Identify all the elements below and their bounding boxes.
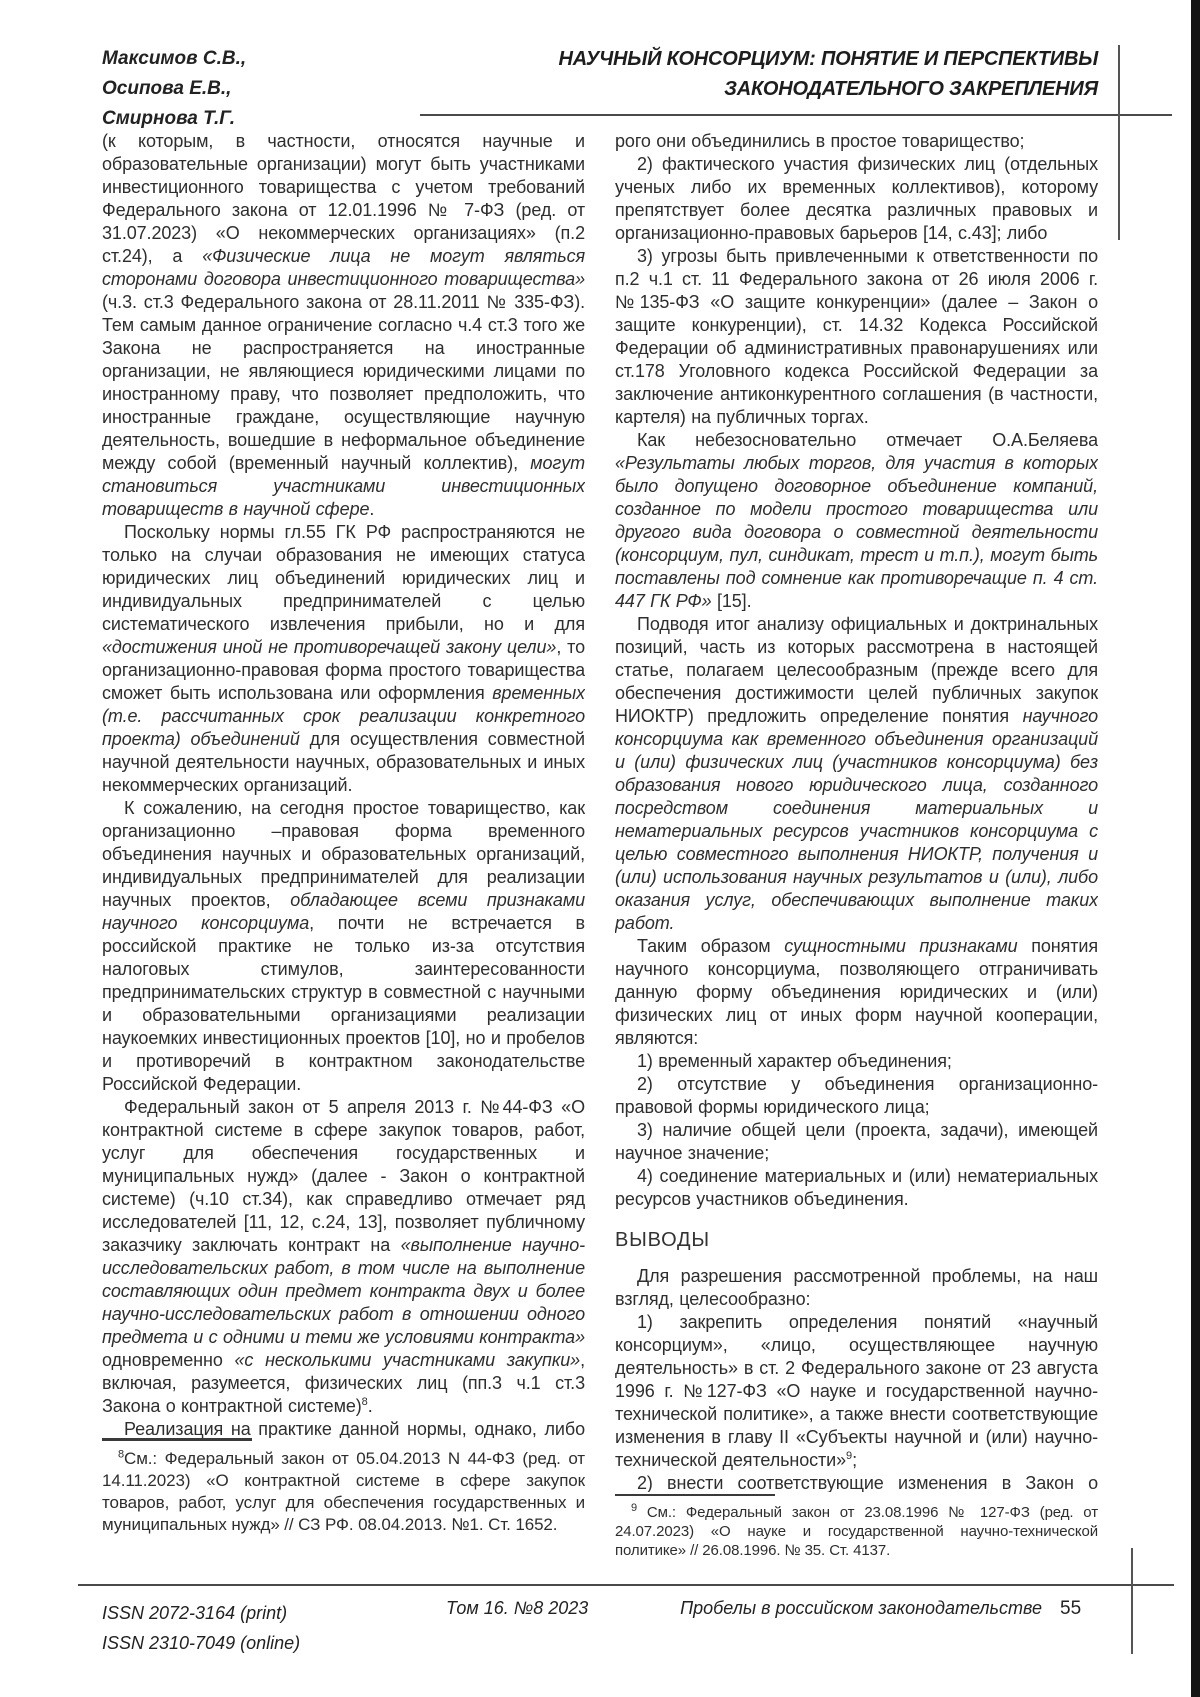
paragraph: 1) закрепить определения понятий «научный консорциум», «лицо, осуществляющее научную деятельность» в ст. 2 Федерального законе от 23 августа 1996 г. №127-ФЗ «О науке и государственной научно-технической политике», а также внести соответствующие изменения в главу II «Субъекты научной и (или) научно-технической деятельности»$^9$; [615, 1312, 1098, 1470]
footnote-separator-rule [615, 1494, 775, 1496]
layout-guide-line-top [1118, 45, 1120, 240]
paragraph: 4) соединение материальных и (или) нематериальных ресурсов участников объединения. [615, 1166, 1098, 1209]
right-column [615, 130, 1098, 1492]
paragraph: Для разрешения рассмотренной проблемы, на наш взгляд, целесообразно: [615, 1266, 1098, 1309]
paragraph: рого они объединились в простое товарищество; [615, 131, 1025, 151]
issn-online: ISSN 2310-7049 (online) [102, 1633, 301, 1653]
paragraph: Поскольку нормы гл.55 ГК РФ распространяются не только на случаи образования не имеющих статуса юридических лиц объединений юридических лиц и индивидуальных предпринимателей с целью систематического извлечения прибыли, но и для «достижения иной не противоречащей закону цели», то организационно-правовая форма простого товарищества сможет быть использована или оформления временных (т.е. рассчитанных срок реализации конкретного проекта) объединений для осуществления совместной научной деятельности научных, образовательных и иных некоммерческих организаций. [102, 522, 585, 795]
paragraph: 2) фактического участия физических лиц (отдельных ученых либо их временных коллективов), которому препятствует более десятка различных правовых и организационно-правовых барьеров [14, с.43]; либо [615, 154, 1098, 243]
volume-issue: Том 16. №8 2023 [446, 1598, 589, 1618]
scan-dark-edge [1191, 0, 1200, 1697]
footnote-text: $^9$ См.: Федеральный закон от 23.08.1996 № 127-ФЗ (ред. от 24.07.2023) «О науке и государственной научно-технической политике» // 26.08.1996. № 35. Ст. 4137. [615, 1502, 1098, 1559]
footnote-text: $^8$См.: Федеральный закон от 05.04.2013 N 44-ФЗ (ред. от 14.11.2023) «О контрактной системе в сфере закупок товаров, работ, услуг для обеспечения государственных и муниципальных нужд» // СЗ РФ. 08.04.2013. №1. Ст. 1652. [102, 1448, 585, 1534]
layout-guide-line-bottom [1131, 1548, 1133, 1654]
paragraph: К сожалению, на сегодня простое товарищество, как организационно –правовая форма временного объединения научных и образовательных организаций, индивидуальных предпринимателей для реализации научных проектов, обладающее всеми признаками научного консорциума, почти не встречается в российской практике не только из-за отсутствия налоговых стимулов, заинтересованности предпринимательских структур в совместной с научными и образовательными организациями реализации наукоемких инвестиционных проектов [10], но и пробелов и противоречий в контрактном законодательстве Российской Федерации. [102, 798, 585, 1094]
paragraph: 1) временный характер объединения; [637, 1051, 952, 1071]
header-rule [420, 114, 1172, 116]
article-title [398, 44, 1098, 104]
footnote-reference: 8 [361, 1396, 368, 1408]
footnote-separator-rule [102, 1438, 252, 1441]
footnote-9 [615, 1494, 1098, 1560]
left-column [102, 130, 585, 1438]
footnote-marker: 9 [631, 1502, 638, 1514]
footnote-reference: 9 [846, 1450, 853, 1462]
paragraph: Как небезосновательно отмечает О.А.Беляева «Результаты любых торгов, для участия в которых было допущено договорное объединение компаний, созданное по модели простого товарищества или другого вида договора о совместной деятельности (консорциум, пул, синдикат, трест и т.п.), могут быть поставлены под сомнение как противоречащие п. 4 ст. 447 ГК РФ» [15]. [615, 430, 1098, 611]
issn-block [102, 1598, 300, 1658]
paragraph: Таким образом сущностными признаками понятия научного консорциума, позволяющего отграничивать данную форму объединения юридических и (или) физических лиц от иных форм научной кооперации, являются: [615, 936, 1098, 1048]
author-list [102, 44, 402, 134]
page-number: 55 [1060, 1598, 1082, 1619]
footnote-marker: 8 [118, 1448, 125, 1461]
paragraph: 3) угрозы быть привлеченными к ответственности по п.2 ч.1 ст. 11 Федерального закона от 26 июля 2006 г. №135-ФЗ «О защите конкуренции» (далее – Закон о защите конкуренции), ст. 14.32 Кодекса Российской Федерации об административных правонарушениях или ст.178 Уголовного кодекса Российской Федерации за заключение антиконкурентного соглашения (в частности, картеля) на публичных торгах. [615, 246, 1098, 427]
author-name: Смирнова Т.Г. [102, 108, 236, 129]
footnote-8 [102, 1438, 585, 1536]
paragraph: Федеральный закон от 5 апреля 2013 г. №44-ФЗ «О контрактной системе в сфере закупок товаров, работ, услуг для обеспечения государственных и муниципальных нужд» (далее - Закон о контрактной системе) (ч.10 ст.34), как справедливо отмечает ряд исследователей [11, 12, с.24, 13], позволяет публичному заказчику заключать контракт на «выполнение научно-исследовательских работ, в том числе на выполнение составляющих один предмет контракта двух и более научно-исследовательских работ в отношении одного предмета и с одними и теми же условиями контракта» одновременно «с несколькими участниками закупки», включая, разумеется, физических лиц (пп.3 ч.1 ст.3 Закона о контрактной системе)$^8$. [102, 1097, 585, 1416]
article-title-line: ЗАКОНОДАТЕЛЬНОГО ЗАКРЕПЛЕНИЯ [724, 78, 1098, 100]
author-name: Максимов С.В., [102, 48, 247, 69]
paragraph: 3) наличие общей цели (проекта, задачи), имеющей научное значение; [615, 1120, 1098, 1163]
article-title-line: НАУЧНЫЙ КОНСОРЦИУМ: ПОНЯТИЕ И ПЕРСПЕКТИВЫ [558, 48, 1098, 70]
paragraph: 2) отсутствие у объединения организационно-правовой формы юридического лица; [615, 1074, 1098, 1117]
paragraph: (к которым, в частности, относятся научные и образовательные организации) могут быть участниками инвестиционного товарищества с учетом требований Федерального закона от 12.01.1996 № 7-ФЗ (ред. от 31.07.2023) «О некоммерческих организациях» (п.2 ст.24), а «Физические лица не могут являться сторонами договора инвестиционного товарищества» (ч.3. ст.3 Федерального закона от 28.11.2011 № 335-ФЗ). Тем самым данное ограничение согласно ч.4 ст.3 того же Закона не распространяется на иностранные организации, не являющиеся юридическими лицами по иностранному праву, что позволяет предположить, что иностранные граждане, осуществляющие научную деятельность, вошедшие в неформальное объединение между собой (временный научный коллектив), могут становиться участниками инвестиционных товариществ в научной сфере. [102, 131, 585, 519]
paragraph: 2) внести соответствующие изменения в Закон о [637, 1473, 1098, 1492]
footer-rule [78, 1584, 1174, 1586]
paragraph: Подводя итог анализу официальных и доктринальных позиций, часть из которых рассмотрена в настоящей статье, полагаем целесообразным (прежде всего для обеспечения достижимости целей публичных закупок НИОКТР) предложить определение понятия научного консорциума как временного объединения организаций и (или) физических лиц (участников консорциума) без образования нового юридического лица, созданного посредством соединения материальных и нематериальных ресурсов участников консорциума с целью совместного выполнения НИОКТР, получения и (или) использования научных результатов и (или), либо оказания услуг, обеспечивающих выполнение таких работ. [615, 614, 1098, 933]
author-name: Осипова Е.В., [102, 78, 232, 99]
section-heading: ВЫВОДЫ [615, 1229, 710, 1251]
paragraph: Реализация на практике данной нормы, однако, либо [124, 1419, 585, 1438]
issn-print: ISSN 2072-3164 (print) [102, 1603, 288, 1623]
journal-name: Пробелы в российском законодательстве [680, 1598, 1042, 1618]
